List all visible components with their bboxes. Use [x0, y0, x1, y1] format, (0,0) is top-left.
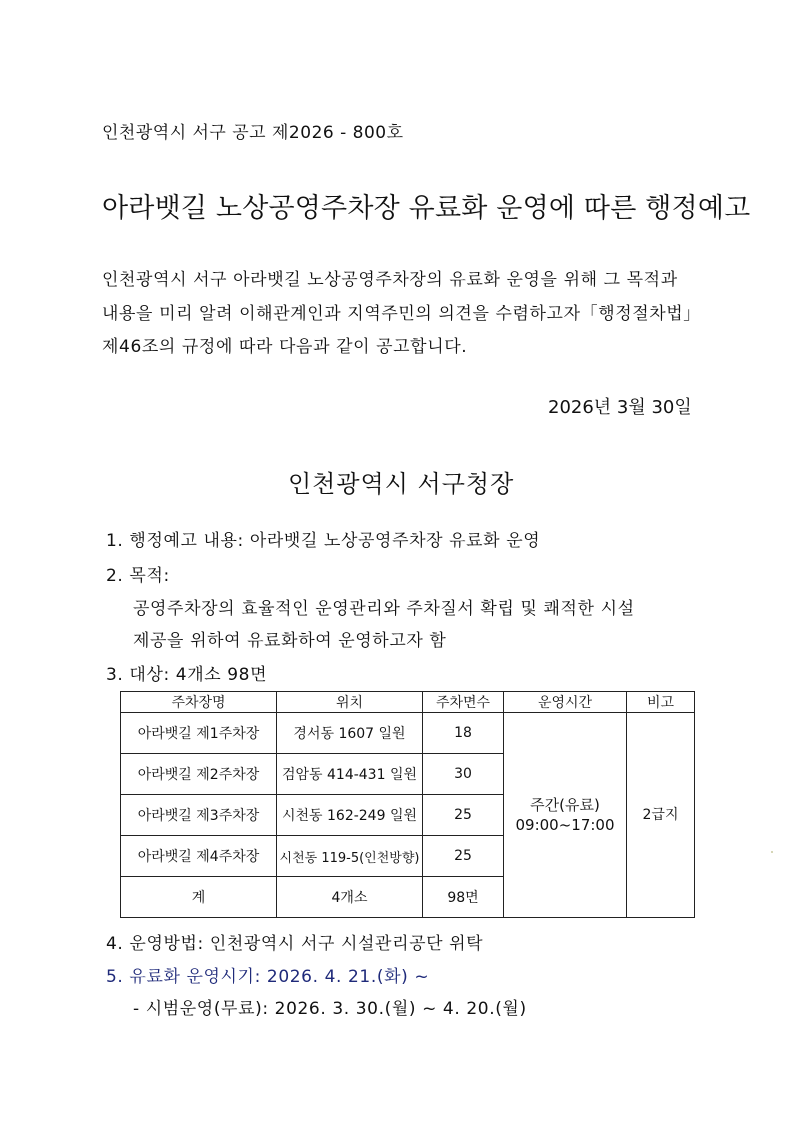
purpose-line: 공영주차장의 효율적인 운영관리와 주차질서 확립 및 쾌적한 시설 — [133, 599, 635, 619]
trial-period: - 시범운영(무료): 2026. 3. 30.(월) ~ 4. 20.(월) — [133, 999, 527, 1019]
hours-type: 주간(유료) — [530, 796, 600, 814]
hours-range: 09:00~17:00 — [515, 816, 615, 834]
lot-location: 시천동 162-249 일원 — [277, 795, 423, 836]
header-remark: 비고 — [627, 692, 695, 713]
remark: 2급지 — [627, 713, 695, 918]
table-header-row — [121, 692, 695, 713]
intro-line: 내용을 미리 알려 이해관계인과 지역주민의 의견을 수렴하고자「행정절차법」 — [102, 303, 701, 324]
section-target: 3. 대상: 4개소 98면 — [106, 665, 268, 685]
notice-date: 2026년 3월 30일 — [548, 397, 692, 418]
lot-spaces: 18 — [423, 713, 504, 754]
lot-name: 아라뱃길 제1주차장 — [121, 713, 277, 754]
lot-name: 아라뱃길 제4주차장 — [121, 836, 277, 877]
lot-location: 검암동 414-431 일원 — [277, 754, 423, 795]
lot-location: 시천동 119-5(인천방향) — [277, 836, 423, 877]
section-purpose: 2. 목적: — [106, 566, 170, 586]
header-spaces: 주차면수 — [423, 692, 504, 713]
header-hours: 운영시간 — [504, 692, 627, 713]
table-row — [121, 713, 695, 754]
lot-location: 경서동 1607 일원 — [277, 713, 423, 754]
intro-line: 제46조의 규정에 따라 다음과 같이 공고합니다. — [102, 337, 468, 357]
intro-line: 인천광역시 서구 아라뱃길 노상공영주차장의 유료화 운영을 위해 그 목적과 — [102, 270, 678, 290]
lot-spaces: 25 — [423, 795, 504, 836]
section-method: 4. 운영방법: 인천광역시 서구 시설관리공단 위탁 — [106, 934, 484, 954]
lot-spaces: 25 — [423, 836, 504, 877]
lot-name: 아라뱃길 제2주차장 — [121, 754, 277, 795]
section-content: 1. 행정예고 내용: 아라뱃길 노상공영주차장 유료화 운영 — [106, 531, 541, 551]
total-label: 계 — [121, 877, 277, 918]
purpose-line: 제공을 위하여 유료화하여 운영하고자 함 — [133, 631, 447, 651]
document-title: 아라뱃길 노상공영주차장 유료화 운영에 따른 행정예고 — [102, 193, 751, 224]
notice-number: 인천광역시 서구 공고 제2026 - 800호 — [102, 123, 404, 143]
total-location: 4개소 — [277, 877, 423, 918]
issuer: 인천광역시 서구청장 — [288, 470, 515, 498]
lot-spaces: 30 — [423, 754, 504, 795]
operating-hours — [504, 713, 627, 918]
header-name: 주차장명 — [121, 692, 277, 713]
lot-name: 아라뱃길 제3주차장 — [121, 795, 277, 836]
parking-lot-table — [120, 691, 695, 918]
scan-speck — [771, 851, 773, 853]
intro-paragraph — [102, 264, 722, 365]
total-spaces: 98면 — [423, 877, 504, 918]
header-location: 위치 — [277, 692, 423, 713]
section-start-date: 5. 유료화 운영시기: 2026. 4. 21.(화) ~ — [106, 967, 430, 987]
